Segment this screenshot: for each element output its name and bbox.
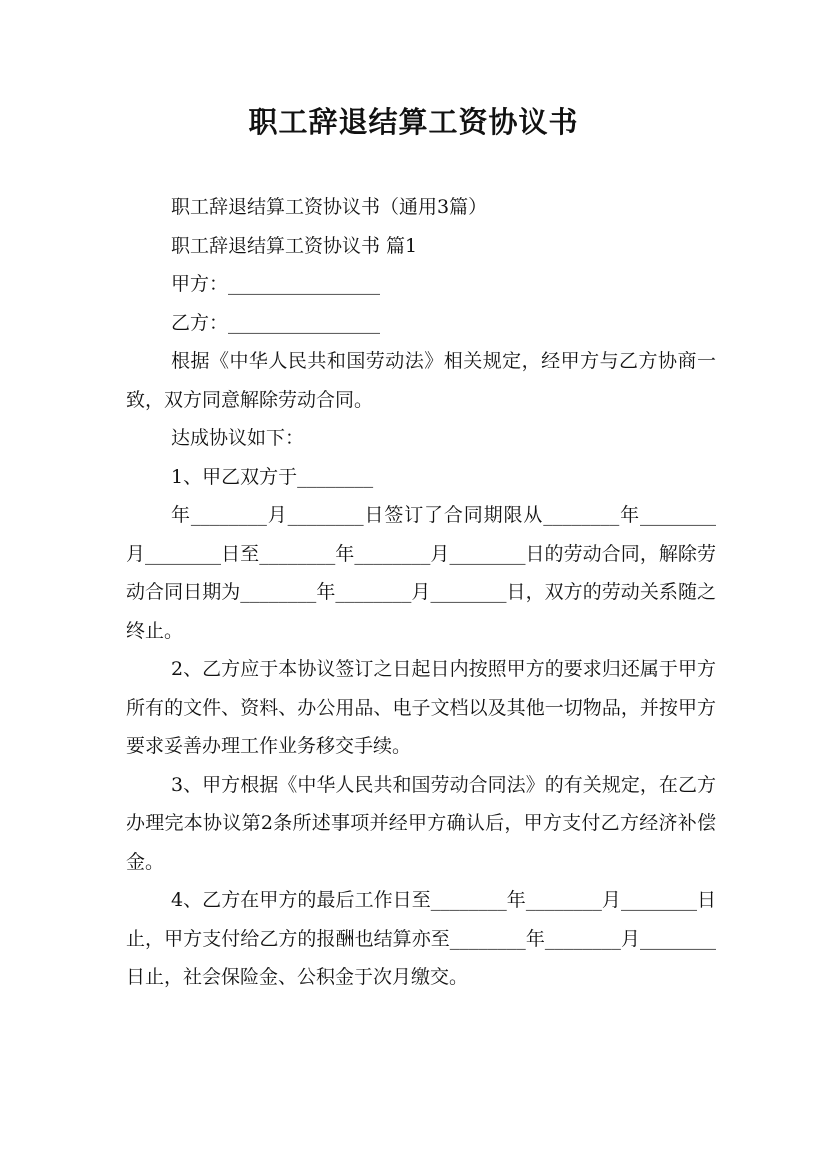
clause-4: 4、乙方在甲方的最后工作日至________年________月________日止，甲方支付给乙方的报酬也结算亦至________年________月________日止，社会保险金、公积金于次月缴交。: [126, 889, 716, 988]
document-body: [126, 188, 716, 997]
document-title: 职工辞退结算工资协议书: [248, 105, 579, 139]
clause-2: 2、乙方应于本协议签订之日起日内按照甲方的要求归还属于甲方所有的文件、资料、办公用品、电子文档以及其他一切物品，并按甲方要求妥善办理工作业务移交手续。: [126, 658, 716, 757]
section-heading: 职工辞退结算工资协议书 篇1: [171, 234, 418, 257]
clause-3: 3、甲方根据《中华人民共和国劳动合同法》的有关规定，在乙方办理完本协议第2条所述事项并经甲方确认后，甲方支付乙方经济补偿金。: [126, 773, 716, 873]
party-b-line: 乙方：________________: [171, 311, 381, 334]
preamble-paragraph: 根据《中华人民共和国劳动法》相关规定，经甲方与乙方协商一致，双方同意解除劳动合同。: [126, 350, 716, 411]
clause-1-lead: 1、甲乙双方于________: [171, 465, 374, 488]
subtitle-paragraph: 职工辞退结算工资协议书（通用3篇）: [171, 196, 488, 218]
party-a-line: 甲方：________________: [171, 273, 381, 295]
agreement-intro: 达成协议如下：: [171, 427, 305, 449]
clause-1-body: 年________月________日签订了合同期限从________年________月________日至________年________月________日的劳动合同，解除劳动合同日期为________年________月________日，双方的劳动关系随之终止。: [126, 504, 716, 642]
